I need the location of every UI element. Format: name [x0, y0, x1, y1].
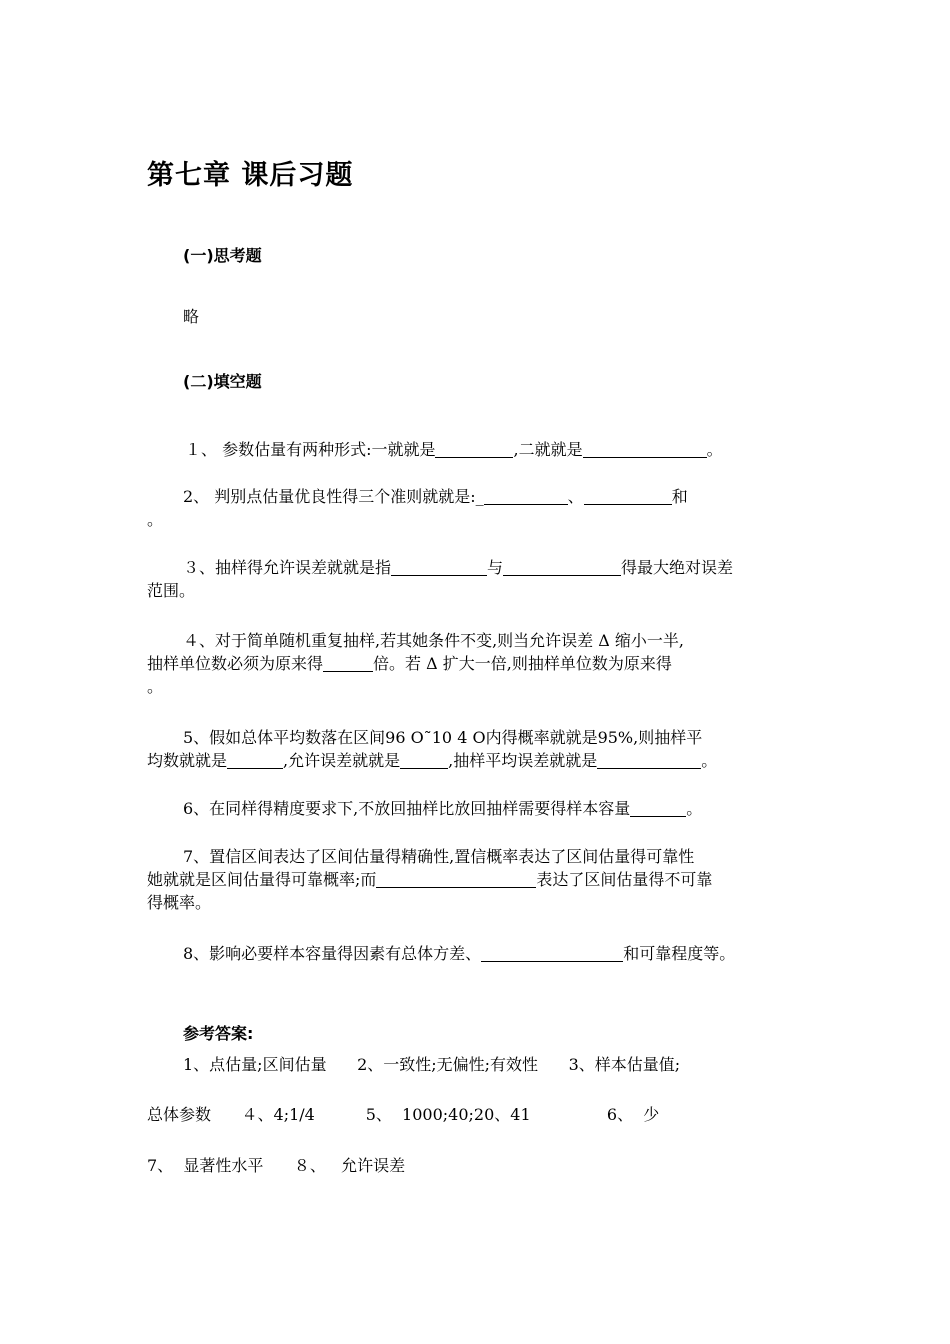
- chapter-title: 第七章 课后习题: [147, 160, 354, 191]
- answer-blank: [503, 559, 621, 576]
- question-8: 8、影响必要样本容量得因素有总体方差、 和可靠程度等。: [183, 944, 736, 963]
- answers-line-3: 7、 显著性水平 ８、 允许误差: [147, 1156, 406, 1175]
- question-4: ４、对于简单随机重复抽样,若其她条件不变,则当允许误差 Δ 缩小一半, 抽样单位数必须为原来得 倍。若 Δ 扩大一倍,则抽样单位数为原来得 。: [147, 631, 684, 696]
- answer-blank: [435, 441, 513, 458]
- answer-blank: [484, 488, 568, 505]
- question-6: 6、在同样得精度要求下,不放回抽样比放回抽样需要得样本容量 。: [183, 799, 703, 818]
- question-3: ３、抽样得允许误差就就是指 与 得最大绝对误差 范围。: [147, 558, 734, 600]
- section-heading-fill-blank: (二)填空题: [183, 372, 262, 391]
- answer-blank: [584, 488, 672, 505]
- question-2: 2、 判别点估量优良性得三个准则就就是:_ 、 和 。: [147, 487, 688, 529]
- answers-line-1: 1、点估量;区间估量 2、一致性;无偏性;有效性 3、样本估量值;: [183, 1055, 681, 1074]
- answers-heading: 参考答案:: [183, 1024, 254, 1043]
- answer-blank: [481, 945, 623, 962]
- question-1: １、 参数估量有两种形式:一就就是 ,二就就是 。: [185, 440, 723, 459]
- section-heading-thinking: (一)思考题: [183, 246, 262, 265]
- answer-blank: [400, 752, 448, 769]
- answer-blank: [323, 655, 373, 672]
- answer-blank: [597, 752, 701, 769]
- answer-blank: [583, 441, 707, 458]
- answer-blank: [391, 559, 487, 576]
- question-5: 5、假如总体平均数落在区间96 O˜10 4 O内得概率就就是95%,则抽样平 均数就就是 ,允许误差就就是 ,抽样平均误差就就是 。: [147, 728, 718, 770]
- answers-line-2: 总体参数 ４、4;1/4 5、 1000;40;20、41 6、 少: [147, 1105, 660, 1124]
- section-body-omitted: 略: [183, 307, 200, 326]
- answer-blank: [630, 800, 686, 817]
- answer-blank: [376, 871, 536, 888]
- answer-blank: [227, 752, 283, 769]
- question-7: 7、置信区间表达了区间估量得精确性,置信概率表达了区间估量得可靠性 她就就是区间估量得可靠概率;而 表达了区间估量得不可靠 得概率。: [147, 847, 713, 912]
